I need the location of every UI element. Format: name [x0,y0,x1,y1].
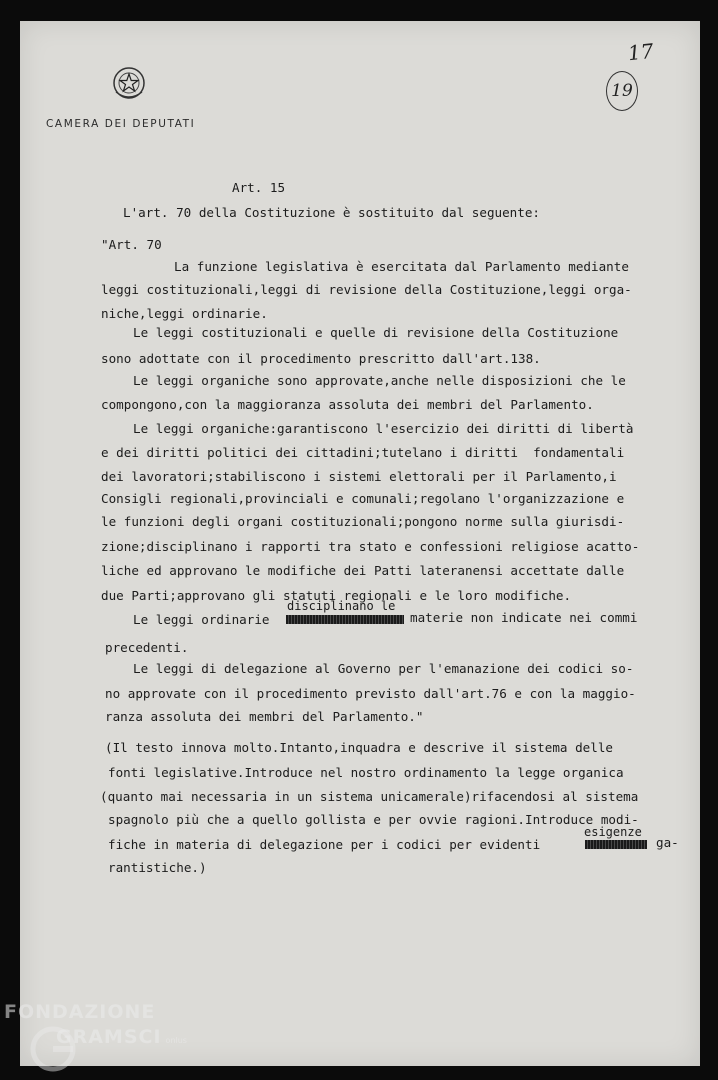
interlinear-correction: esigenze [584,825,642,839]
watermark-suffix: onlus [165,1036,187,1045]
interlinear-correction: disciplinano le [287,599,396,613]
text-line: le funzioni degli organi costituzionali;pongono norme sulla giurisdi- [101,514,625,529]
text-line: ranza assoluta dei membri del Parlamento." [105,709,424,724]
text-line: La funzione legislativa è esercitata dal Parlamento mediante [174,259,629,274]
text-line: materie non indicate nei commi [410,610,638,625]
text-line: Le leggi di delegazione al Governo per l'emanazione dei codici so- [133,661,634,676]
text-line: ga- [656,835,679,850]
text-line: spagnolo più che a quello gollista e per ovvie ragioni.Introduce modi- [108,812,639,827]
article-heading: Art. 15 [232,180,286,195]
text-line: Consigli regionali,provinciali e comunali;regolano l'organizzazione e [101,491,625,506]
text-line: (quanto mai necessaria in un sistema unicamerale)rifacendosi al sistema [100,789,639,804]
watermark-line1: FONDAZIONE [4,1001,156,1023]
republic-emblem-icon [110,64,148,102]
text-line: fonti legislative.Introduce nel nostro ordinamento la legge organica [108,765,624,780]
text-line: L'art. 70 della Costituzione è sostituito dal seguente: [123,205,541,220]
watermark-line2: GRAMSCI onlus [56,1026,187,1048]
text-line: rantistiche.) [108,860,207,875]
text-line: dei lavoratori;stabiliscono i sistemi elettorali per il Parlamento,i [101,469,617,484]
text-line: leggi costituzionali,leggi di revisione della Costituzione,leggi orga- [101,282,632,297]
text-line: liche ed approvano le modifiche dei Patti lateranensi accettate dalle [101,563,625,578]
text-line: (Il testo innova molto.Intanto,inquadra e descrive il sistema delle [105,740,613,755]
text-line: Le leggi ordinarie [133,612,270,627]
text-line: "Art. 70 [101,237,162,252]
archive-watermark [4,1001,187,1048]
text-line: Le leggi organiche:garantiscono l'esercizio dei diritti di libertà [133,421,634,436]
page-number-circled: 19 [606,71,638,111]
text-line: Le leggi organiche sono approvate,anche nelle disposizioni che le [133,373,626,388]
institution-name: CAMERA DEI DEPUTATI [46,118,196,130]
text-line: no approvate con il procedimento previsto dall'art.76 e con la maggio- [105,686,636,701]
text-line: fiche in materia di delegazione per i codici per evidenti [108,837,541,852]
text-line: zione;disciplinano i rapporti tra stato e confessioni religiose acatto- [101,539,640,554]
text-line: sono adottate con il procedimento prescritto dall'art.138. [101,351,541,366]
text-line: niche,leggi ordinarie. [101,306,268,321]
text-line: compongono,con la maggioranza assoluta dei membri del Parlamento. [101,397,594,412]
struck-out-word [585,840,647,849]
text-line: due Parti;approvano gli statuti regionali e le loro modifiche. [101,588,572,603]
text-line: Le leggi costituzionali e quelle di revisione della Costituzione [133,325,619,340]
page-number-handwritten: 17 [626,38,655,66]
text-line: e dei diritti politici dei cittadini;tutelano i diritti fondamentali [101,445,625,460]
struck-out-word [286,615,404,624]
text-line: precedenti. [105,640,189,655]
